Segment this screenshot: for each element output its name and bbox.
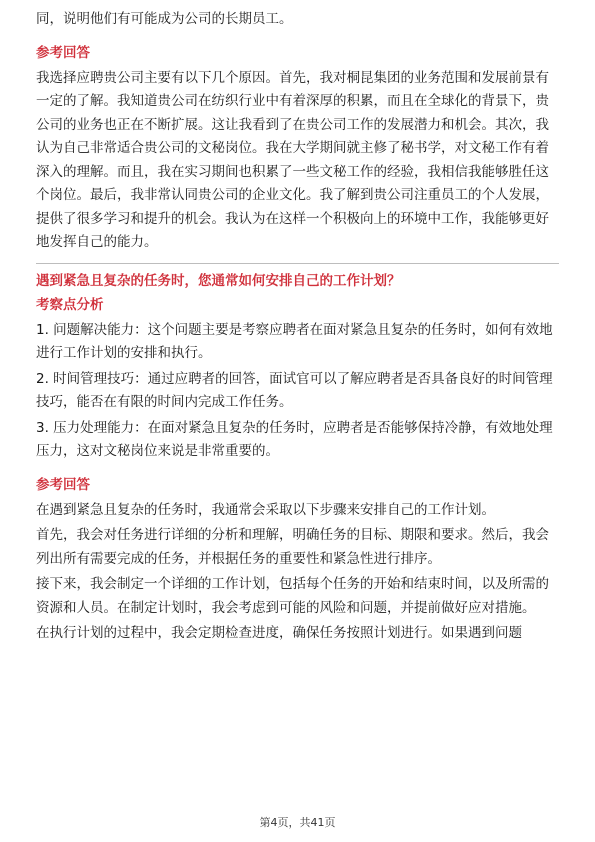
answer-label-1: 参考回答 <box>36 44 90 61</box>
answer-text-1: 我选择应聘贵公司主要有以下几个原因。首先，我对桐昆集团的业务范围和发展前景有一定的了解。我知道贵公司在纺织行业中有着深厚的积累，而且在全球化的背景下，贵公司的业务也正在不断扩展。这让我看到了在贵公司工作的发展潜力和机会。其次，我认为自己非常适合贵公司的文秘岗位。我在大学期间就主修了秘书学，对文秘工作有着深入的理解。而且，我在实习期间也积累了一些文秘工作的经验，我相信我能够胜任这个岗位。最后，我非常认同贵公司的企业文化。我了解到贵公司注重员工的个人发展，提供了很多学习和提升的机会。我认为在这样一个积极向上的环境中工作，我能够更好地发挥自己的能力。 <box>36 69 549 250</box>
answer-paragraphs <box>36 499 559 646</box>
answer-paragraph: 接下来，我会制定一个详细的工作计划，包括每个任务的开始和结束时间，以及所需的资源和人员。在制定计划时，我会考虑到可能的风险和问题，并提前做好应对措施。 <box>36 576 549 616</box>
analysis-item: 1. 问题解决能力：这个问题主要是考察应聘者在面对紧急且复杂的任务时，如何有效地进行工作计划的安排和执行。 <box>36 321 553 361</box>
page-number: 第4页，共41页 <box>259 816 336 829</box>
answer-paragraph: 在执行计划的过程中，我会定期检查进度，确保任务按照计划进行。如果遇到问题 <box>36 625 522 641</box>
analysis-item: 3. 压力处理能力：在面对紧急且复杂的任务时，应聘者是否能够保持冷静，有效地处理压力，这对文秘岗位来说是非常重要的。 <box>36 419 553 459</box>
analysis-item: 2. 时间管理技巧：通过应聘者的回答，面试官可以了解应聘者是否具备良好的时间管理技巧，能否在有限的时间内完成工作任务。 <box>36 370 553 410</box>
document-page <box>36 0 559 646</box>
section-divider <box>36 263 559 264</box>
question-heading: 遇到紧急且复杂的任务时，您通常如何安排自己的工作计划？ <box>36 272 401 289</box>
answer-paragraph: 在遇到紧急且复杂的任务时，我通常会采取以下步骤来安排自己的工作计划。 <box>36 501 495 518</box>
analysis-list <box>36 319 559 464</box>
answer-label-2: 参考回答 <box>36 476 90 493</box>
answer-paragraph: 首先，我会对任务进行详细的分析和理解，明确任务的目标、期限和要求。然后，我会列出所有需要完成的任务，并根据任务的重要性和紧急性进行排序。 <box>36 527 549 567</box>
intro-tail-text: 同，说明他们有可能成为公司的长期员工。 <box>36 11 293 27</box>
analysis-label: 考察点分析 <box>36 296 104 313</box>
